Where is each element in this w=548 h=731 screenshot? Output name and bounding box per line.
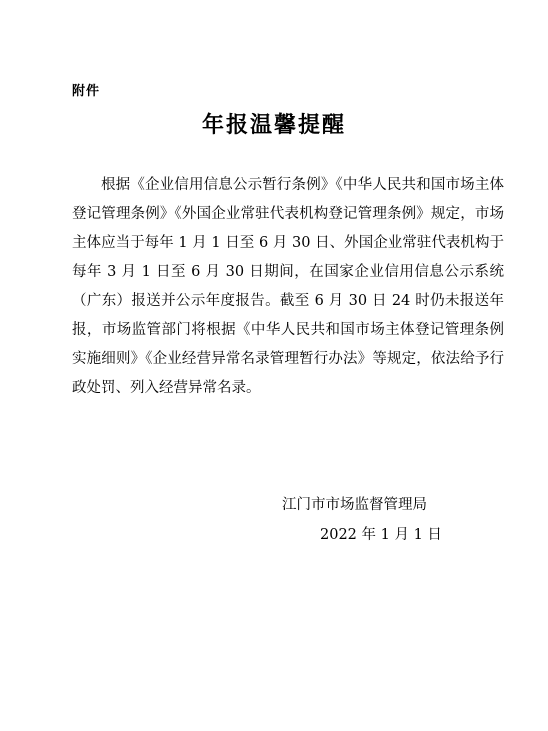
body-paragraph: 根据《企业信用信息公示暂行条例》《中华人民共和国市场主体登记管理条例》《外国企业常驻代表机构登记管理条例》规定，市场主体应当于每年 1 月 1 日至 6 月 30 日、外国企业常驻代表机构于每年 3 月 1 日至 6 月 30 日期间，在国家企业信用信息公示系统（广东）报送并公示年度报告。截至 6 月 30 日 24 时仍未报送年报，市场监管部门将根据《中华人民共和国市场主体登记管理条例实施细则》《企业经营异常名录管理暂行办法》等规定，依法给予行政处罚、列入经营异常名录。 — [72, 177, 504, 396]
signoff-block — [268, 490, 468, 550]
document-title: 年报温馨提醒 — [201, 112, 346, 138]
document-body — [72, 171, 504, 403]
issue-date: 2022 年 1 月 1 日 — [320, 527, 442, 543]
issuer-name: 江门市市场监督管理局 — [282, 497, 427, 513]
attachment-label: 附件 — [72, 84, 101, 99]
